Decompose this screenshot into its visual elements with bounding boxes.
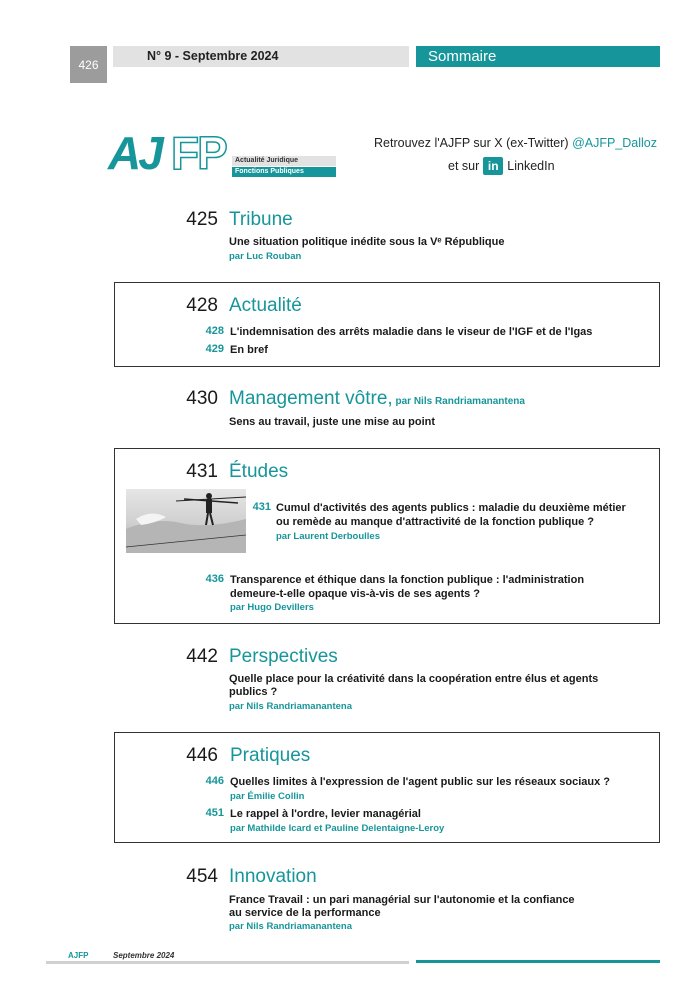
section-heading: Sommaire: [416, 46, 660, 67]
pratiques-item-2-author: par Mathilde Icard et Pauline Delentaigne-Leroy: [230, 823, 445, 834]
innovation-title: Innovation: [229, 866, 317, 887]
logo-subtitle-2: Fonctions Publiques: [232, 167, 336, 177]
etudes-item-1-title-l2[interactable]: ou remède au manque d'attractivité de la fonction publique ?: [276, 516, 594, 528]
tightrope-illustration: [126, 489, 246, 553]
etudes-title: Études: [229, 461, 289, 482]
pratiques-number: 446: [186, 745, 218, 766]
linkedin-link[interactable]: LinkedIn: [507, 159, 555, 173]
tribune-title: Tribune: [229, 209, 293, 230]
footer-teal-rule: [416, 960, 660, 963]
pratiques-item-1-title[interactable]: Quelles limites à l'expression de l'agent public sur les réseaux sociaux ?: [230, 776, 610, 788]
perspectives-article-l2[interactable]: publics ?: [229, 686, 278, 698]
tribune-author: par Luc Rouban: [229, 251, 302, 262]
management-author: par Nils Randriamanantena: [392, 396, 525, 407]
pratiques-item-1-author: par Émilie Collin: [230, 791, 305, 802]
page-number: 426: [70, 46, 107, 83]
management-title: [229, 388, 525, 410]
pratiques-item-2-title[interactable]: Le rappel à l'ordre, levier managérial: [230, 808, 421, 820]
footer-brand: AJFP: [68, 951, 89, 960]
etudes-item-2-num: 436: [205, 573, 224, 585]
management-number: 430: [186, 388, 218, 409]
etudes-item-2-author: par Hugo Devillers: [230, 602, 314, 613]
tribune-number: 425: [186, 209, 218, 230]
social-x-text: Retrouvez l'AJFP sur X (ex-Twitter): [374, 136, 573, 150]
footer-date: Septembre 2024: [113, 951, 175, 960]
pratiques-title: Pratiques: [230, 745, 311, 766]
tribune-article[interactable]: Une situation politique inédite sous la Vᵉ République: [229, 236, 505, 248]
management-article[interactable]: Sens au travail, juste une mise au point: [229, 416, 436, 428]
perspectives-author: par Nils Randriamanantena: [229, 701, 353, 712]
footer-grey-rule: [46, 961, 409, 964]
issue-label: N° 9 - Septembre 2024: [113, 46, 409, 67]
innovation-author: par Nils Randriamanantena: [229, 921, 353, 932]
perspectives-title: Perspectives: [229, 646, 338, 667]
etudes-item-1-num: 431: [252, 501, 271, 513]
etudes-item-1-author: par Laurent Derboulles: [276, 531, 380, 542]
innovation-article-l2[interactable]: au service de la performance: [229, 907, 381, 919]
x-handle-link[interactable]: @AJFP_Dalloz: [572, 136, 657, 150]
etudes-item-2-title-l2[interactable]: demeure-t-elle opaque vis-à-vis de ses agents ?: [230, 588, 481, 600]
tightrope-photo: [126, 489, 246, 553]
pratiques-item-1-num: 446: [205, 775, 224, 787]
etudes-item-2-title-l1[interactable]: Transparence et éthique dans la fonction publique : l'administration: [230, 574, 585, 586]
actualite-item-2-title[interactable]: En bref: [230, 344, 268, 356]
innovation-number: 454: [186, 866, 218, 887]
ajfp-logo: [108, 127, 340, 180]
social-line-linkedin: [448, 157, 555, 175]
logo-fp: FP: [171, 127, 226, 179]
innovation-article-l1[interactable]: France Travail : un pari managérial sur l'autonomie et la confiance: [229, 894, 575, 906]
actualite-number: 428: [186, 295, 218, 316]
management-title-text: Management vôtre,: [229, 388, 393, 409]
etudes-number: 431: [186, 461, 218, 482]
actualite-item-1-title[interactable]: L'indemnisation des arrêts maladie dans le viseur de l'IGF et de l'Igas: [230, 326, 593, 338]
pratiques-item-2-num: 451: [205, 807, 224, 819]
social-line-x: [374, 136, 657, 150]
etudes-item-1-title-l1[interactable]: Cumul d'activités des agents publics : maladie du deuxième métier: [276, 502, 626, 514]
actualite-item-2-num: 429: [205, 343, 224, 355]
actualite-item-1-num: 428: [205, 325, 224, 337]
perspectives-article-l1[interactable]: Quelle place pour la créativité dans la coopération entre élus et agents: [229, 673, 599, 685]
linkedin-icon[interactable]: in: [483, 157, 503, 175]
logo-subtitle-1: Actualité Juridique: [232, 156, 336, 166]
social-linkedin-prefix: et sur: [448, 159, 480, 173]
actualite-title: Actualité: [229, 295, 302, 316]
perspectives-number: 442: [186, 646, 218, 667]
logo-aj: AJ: [108, 127, 161, 179]
